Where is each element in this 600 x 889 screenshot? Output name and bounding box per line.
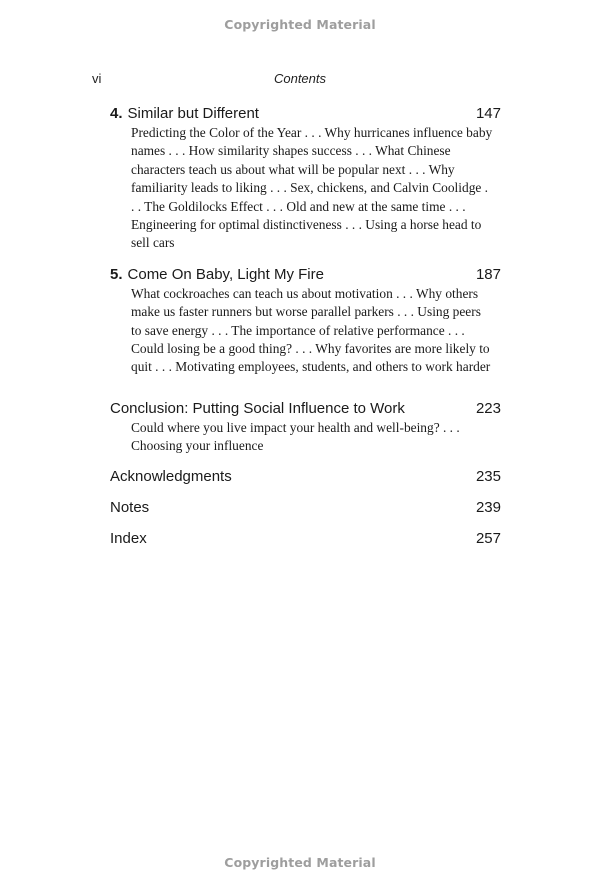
- toc-entry-chapter-5: [110, 265, 501, 377]
- chapter-description: What cockroaches can teach us about motivation . . . Why others make us faster runners but worse parallel parkers . . . Using peers to save energy . . . The importance of relative performance . . . Could losing be a good thing? . . . Why favorites are more likely to quit . . . Motivating employees, students, and others to work harder: [131, 285, 491, 375]
- table-of-contents: [110, 104, 501, 549]
- page-number: 187: [475, 265, 501, 283]
- toc-entry-heading: [110, 498, 501, 518]
- running-header: [0, 71, 600, 89]
- page-folio: vi: [92, 71, 102, 86]
- toc-entry-conclusion: [110, 399, 501, 456]
- copyright-watermark-top: Copyrighted Material: [224, 17, 376, 32]
- chapter-description: Could where you live impact your health and well-being? . . . Choosing your influence: [131, 419, 460, 454]
- toc-entry-heading: [110, 265, 501, 285]
- toc-entry-acknowledgments: [110, 467, 501, 487]
- chapter-description: Predicting the Color of the Year . . . Why hurricanes influence baby names . . . How similarity shapes success . . . What Chinese characters teach us about what will be popular next . . . Why familiarity leads to liking . . . Sex, chickens, and Calvin Coolidge . . . The Goldilocks Effect . . . Old and new at the same time . . . Engineering for optimal distinctiveness . . . Using a horse head to sell cars: [131, 125, 493, 251]
- section-title: Acknowledgments: [110, 467, 232, 485]
- chapter-title: Conclusion: Putting Social Influence to Work: [110, 399, 405, 417]
- page-number: 239: [475, 498, 501, 516]
- toc-entry-index: [110, 529, 501, 549]
- toc-entry-heading: [110, 467, 501, 487]
- section-title: Notes: [110, 498, 150, 516]
- page-number: 223: [475, 399, 501, 417]
- page-number: 257: [475, 529, 501, 547]
- section-title: Index: [110, 529, 147, 547]
- toc-entry-heading: [110, 104, 501, 124]
- chapter-number: 5.: [110, 265, 123, 283]
- toc-entry-notes: [110, 498, 501, 518]
- copyright-watermark-bottom: Copyrighted Material: [224, 855, 376, 870]
- chapter-title: Come On Baby, Light My Fire: [127, 265, 324, 283]
- running-title: Contents: [273, 71, 327, 86]
- toc-entry-heading: [110, 529, 501, 549]
- page-number: 147: [475, 105, 501, 122]
- page-number: 235: [475, 467, 501, 485]
- chapter-title: Similar but Different: [127, 105, 259, 122]
- toc-entry-heading: [110, 399, 501, 419]
- toc-entry-chapter-4: [110, 104, 501, 253]
- toc-entry-title-wrap: [110, 104, 259, 124]
- chapter-number: 4.: [110, 105, 123, 122]
- toc-entry-title-wrap: [110, 265, 324, 285]
